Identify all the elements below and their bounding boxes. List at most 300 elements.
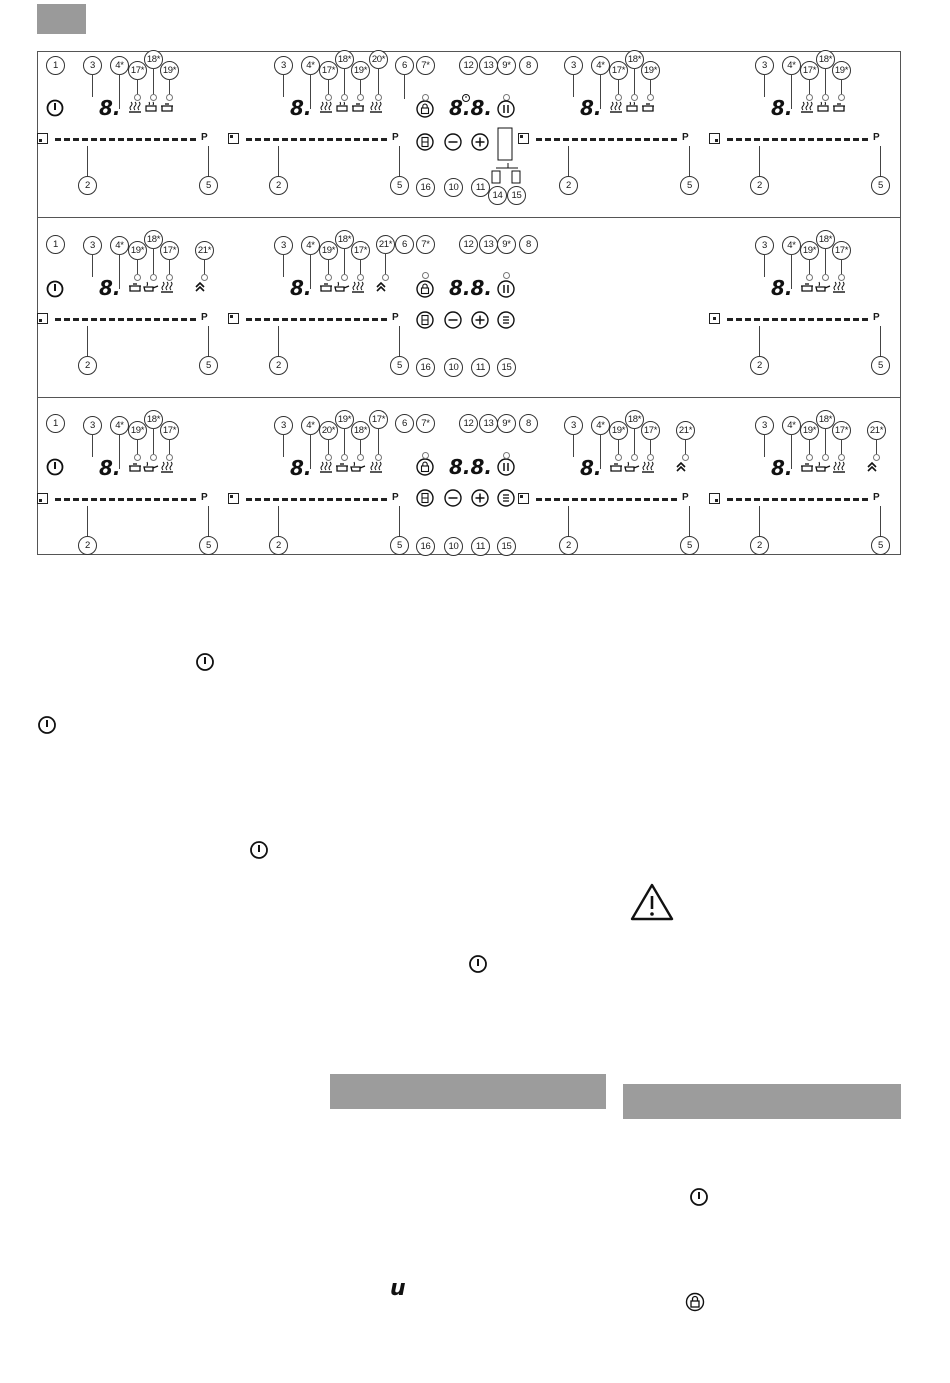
leader-line (344, 68, 345, 94)
minus-icon (443, 132, 463, 152)
leader-line (764, 254, 765, 277)
leader-line (169, 259, 170, 274)
section-heading-bar (330, 1074, 606, 1109)
callout-n15: 15 (497, 537, 516, 556)
warm-icon (640, 459, 660, 479)
callout-n18: 18* (335, 50, 354, 69)
power-icon (468, 954, 488, 974)
power-slider (727, 138, 869, 141)
leader-line (876, 439, 877, 454)
leader-line (385, 253, 386, 274)
pot-icon (831, 99, 851, 119)
warm-icon (159, 459, 179, 479)
callout-n19: 19* (800, 421, 819, 440)
callout-n18: 18* (816, 50, 835, 69)
power-slider (246, 498, 388, 501)
callout-n18: 18* (816, 410, 835, 429)
power-slider (55, 498, 197, 501)
segment-display: 8. (290, 96, 312, 120)
segment-display: 8. (771, 96, 793, 120)
callout-n1: 1 (46, 414, 65, 433)
leader-line (685, 439, 686, 454)
segment-display: 8. (580, 456, 602, 480)
callout-n1: 1 (46, 235, 65, 254)
warm-icon (831, 279, 851, 299)
plus-icon (470, 488, 490, 508)
leader-line (310, 254, 311, 289)
panel-divider (37, 397, 901, 398)
boost-icon (866, 459, 886, 479)
leader-line (573, 434, 574, 457)
leader-line (153, 428, 154, 454)
callout-n18: 18* (625, 50, 644, 69)
leader-line (283, 254, 284, 277)
page-corner-block (37, 4, 86, 34)
u-display-symbol: u (390, 1276, 406, 1301)
callout-n5: 5 (871, 176, 890, 195)
callout-n12: 12 (459, 235, 478, 254)
leader-line (360, 79, 361, 94)
leader-line (399, 146, 400, 176)
callout-n8: 8 (519, 235, 538, 254)
fry-icon (350, 459, 370, 479)
list-icon (496, 310, 516, 330)
zone-dot (230, 495, 233, 498)
callout-n9: 9* (497, 235, 516, 254)
callout-n5: 5 (390, 176, 409, 195)
zone-dot (520, 135, 523, 138)
lock-icon (415, 457, 435, 477)
bridge-icon (415, 132, 435, 152)
callout-n2: 2 (750, 536, 769, 555)
callout-n8: 8 (519, 414, 538, 433)
callout-n2: 2 (750, 176, 769, 195)
leader-line (169, 439, 170, 454)
leader-line (404, 74, 405, 99)
callout-n11: 11 (471, 178, 490, 197)
leader-line (809, 439, 810, 454)
indicator-led (503, 452, 510, 459)
callout-n17: 17* (351, 241, 370, 260)
callout-n1: 1 (46, 56, 65, 75)
power-icon (45, 457, 65, 477)
leader-line (618, 79, 619, 94)
section-heading-bar (623, 1084, 901, 1119)
callout-n19: 19* (641, 61, 660, 80)
callout-n19: 19* (609, 421, 628, 440)
callout-n3: 3 (755, 236, 774, 255)
pot-icon (159, 99, 179, 119)
power-level-p-label: P (873, 312, 880, 323)
power-slider (536, 498, 678, 501)
callout-n5: 5 (871, 356, 890, 375)
callout-n3: 3 (755, 416, 774, 435)
callout-n18: 18* (144, 50, 163, 69)
power-slider (55, 318, 197, 321)
zone-position-icon (228, 493, 239, 504)
power-level-p-label: P (201, 132, 208, 143)
callout-n2: 2 (750, 356, 769, 375)
callout-n3: 3 (564, 416, 583, 435)
callout-n4: 4* (782, 56, 801, 75)
leader-line (634, 68, 635, 94)
warm-icon (368, 99, 388, 119)
bridge-icon (415, 488, 435, 508)
callout-n17: 17* (609, 61, 628, 80)
callout-n21: 21* (376, 235, 395, 254)
leader-line (328, 259, 329, 274)
power-level-p-label: P (873, 132, 880, 143)
callout-n13: 13 (479, 414, 498, 433)
zone-dot (715, 499, 718, 502)
leader-line (880, 326, 881, 356)
callout-n5: 5 (199, 176, 218, 195)
zone-position-icon (228, 133, 239, 144)
leader-line (137, 439, 138, 454)
power-level-p-label: P (682, 132, 689, 143)
leader-line (568, 506, 569, 536)
callout-n2: 2 (269, 356, 288, 375)
leader-line (360, 259, 361, 274)
leader-line (92, 74, 93, 97)
zone-position-icon (709, 313, 720, 324)
leader-line (119, 254, 120, 289)
leader-line (153, 68, 154, 94)
leader-line (87, 506, 88, 536)
zone-dot (39, 139, 42, 142)
callout-n5: 5 (199, 356, 218, 375)
leader-line (650, 439, 651, 454)
pot-icon (350, 99, 370, 119)
leader-line (119, 434, 120, 469)
callout-n5: 5 (390, 536, 409, 555)
leader-line (169, 79, 170, 94)
callout-n18: 18* (816, 230, 835, 249)
callout-n4: 4* (301, 236, 320, 255)
callout-n4: 4* (591, 416, 610, 435)
leader-line (825, 68, 826, 94)
callout-n3: 3 (274, 236, 293, 255)
segment-display: 8. (99, 276, 121, 300)
warm-icon (159, 279, 179, 299)
callout-n4: 4* (591, 56, 610, 75)
callout-n17: 17* (160, 241, 179, 260)
callout-n12: 12 (459, 56, 478, 75)
callout-n13: 13 (479, 235, 498, 254)
callout-n18: 18* (144, 410, 163, 429)
warm-icon (831, 459, 851, 479)
lock-icon (685, 1292, 705, 1312)
segment-display: 8. (290, 456, 312, 480)
leader-line (328, 79, 329, 94)
leader-line (573, 74, 574, 97)
leader-line (809, 79, 810, 94)
callout-n4: 4* (301, 416, 320, 435)
leader-line (841, 259, 842, 274)
leader-line (634, 428, 635, 454)
power-slider (246, 138, 388, 141)
callout-n4: 4* (301, 56, 320, 75)
leader-line (600, 74, 601, 109)
zone-dot (715, 139, 718, 142)
callout-n3: 3 (274, 416, 293, 435)
callout-n18: 18* (625, 410, 644, 429)
callout-n5: 5 (390, 356, 409, 375)
segment-display: 8.8. (449, 276, 493, 300)
callout-n18: 18* (351, 421, 370, 440)
leader-line (137, 259, 138, 274)
leader-line (208, 326, 209, 356)
plus-icon (470, 132, 490, 152)
callout-n7: 7* (416, 235, 435, 254)
segment-display: 8. (290, 276, 312, 300)
power-icon (45, 98, 65, 118)
zone-dot (39, 499, 42, 502)
callout-n2: 2 (559, 176, 578, 195)
leader-line (360, 439, 361, 454)
power-icon (195, 652, 215, 672)
power-icon (37, 715, 57, 735)
callout-n15: 15 (497, 358, 516, 377)
leader-line (344, 428, 345, 454)
power-slider (727, 318, 869, 321)
leader-line (650, 79, 651, 94)
callout-n4: 4* (110, 236, 129, 255)
zone-position-icon (37, 313, 48, 324)
pause-icon (496, 99, 516, 119)
leader-line (378, 428, 379, 454)
leader-line (310, 434, 311, 469)
callout-n2: 2 (269, 176, 288, 195)
timer-icon (461, 93, 471, 103)
leader-line (791, 74, 792, 109)
callout-n17: 17* (800, 61, 819, 80)
leader-line (278, 506, 279, 536)
power-level-p-label: P (201, 492, 208, 503)
list-icon (496, 488, 516, 508)
callout-n17: 17* (128, 61, 147, 80)
zone-dot (39, 319, 42, 322)
power-level-p-label: P (873, 492, 880, 503)
callout-n10: 10 (444, 358, 463, 377)
zone-position-icon (709, 493, 720, 504)
leader-line (841, 79, 842, 94)
callout-n19: 19* (128, 241, 147, 260)
zone-bridge-frame (497, 127, 513, 161)
leader-line (759, 506, 760, 536)
callout-n21: 21* (195, 241, 214, 260)
callout-n4: 4* (782, 416, 801, 435)
leader-line (825, 428, 826, 454)
leader-line (399, 506, 400, 536)
callout-n20: 20* (369, 50, 388, 69)
zone-dot (230, 135, 233, 138)
callout-n17: 17* (369, 410, 388, 429)
pot-icon (640, 99, 660, 119)
callout-n6: 6 (395, 414, 414, 433)
warm-icon (350, 279, 370, 299)
zone-dot (230, 315, 233, 318)
callout-n18: 18* (144, 230, 163, 249)
panel-divider (37, 217, 901, 218)
callout-n4: 4* (782, 236, 801, 255)
callout-n2: 2 (78, 536, 97, 555)
leader-line (137, 79, 138, 94)
callout-n3: 3 (83, 56, 102, 75)
callout-n8: 8 (519, 56, 538, 75)
leader-line (689, 146, 690, 176)
segment-display: 8. (99, 456, 121, 480)
zone-position-icon (228, 313, 239, 324)
power-icon (689, 1187, 709, 1207)
segment-display: 8. (99, 96, 121, 120)
callout-n17: 17* (641, 421, 660, 440)
power-slider (55, 138, 197, 141)
callout-n16: 16 (416, 358, 435, 377)
power-icon (249, 840, 269, 860)
leader-line (204, 259, 205, 274)
leader-line (92, 254, 93, 277)
leader-line (689, 506, 690, 536)
leader-line (208, 146, 209, 176)
callout-n19: 19* (800, 241, 819, 260)
leader-line (87, 146, 88, 176)
leader-line (759, 326, 760, 356)
callout-n3: 3 (83, 416, 102, 435)
pause-icon (496, 279, 516, 299)
callout-n5: 5 (199, 536, 218, 555)
callout-n4: 4* (110, 56, 129, 75)
minus-icon (443, 310, 463, 330)
segment-display: 8. (580, 96, 602, 120)
callout-n19: 19* (160, 61, 179, 80)
lock-icon (415, 279, 435, 299)
minus-icon (443, 488, 463, 508)
callout-n5: 5 (680, 536, 699, 555)
callout-n21: 21* (676, 421, 695, 440)
callout-n19: 19* (351, 61, 370, 80)
power-slider (727, 498, 869, 501)
callout-n13: 13 (479, 56, 498, 75)
callout-n16: 16 (416, 178, 435, 197)
callout-n2: 2 (269, 536, 288, 555)
boost-icon (675, 459, 695, 479)
indicator-led (422, 272, 429, 279)
power-level-p-label: P (392, 312, 399, 323)
power-level-p-label: P (392, 492, 399, 503)
leader-line (153, 248, 154, 274)
leader-line (618, 439, 619, 454)
warning-icon (630, 882, 674, 922)
callout-n17: 17* (319, 61, 338, 80)
zone-position-icon (518, 493, 529, 504)
zone-position-icon (37, 133, 48, 144)
leader-line (809, 259, 810, 274)
leader-line (310, 74, 311, 109)
leader-line (328, 439, 329, 454)
callout-n6: 6 (395, 235, 414, 254)
callout-n11: 11 (471, 358, 490, 377)
power-icon (45, 279, 65, 299)
zone-dot (713, 317, 716, 320)
callout-n17: 17* (160, 421, 179, 440)
leader-line (119, 74, 120, 109)
callout-n9: 9* (497, 56, 516, 75)
callout-n3: 3 (564, 56, 583, 75)
leader-line (791, 434, 792, 469)
plus-icon (470, 310, 490, 330)
zone-position-icon (37, 493, 48, 504)
callout-n16: 16 (416, 537, 435, 556)
indicator-led (422, 94, 429, 101)
segment-display: 8.8. (449, 455, 493, 479)
callout-n14: 14 (488, 186, 507, 205)
leader-line (92, 434, 93, 457)
indicator-led (503, 272, 510, 279)
zone-position-icon (709, 133, 720, 144)
power-level-p-label: P (392, 132, 399, 143)
callout-n7: 7* (416, 56, 435, 75)
leader-line (764, 434, 765, 457)
boost-icon (375, 279, 395, 299)
segment-display: 8.8. (449, 96, 493, 120)
segment-display: 8. (771, 276, 793, 300)
pause-icon (496, 457, 516, 477)
leader-line (87, 326, 88, 356)
warm-icon (368, 459, 388, 479)
zone-dot (520, 495, 523, 498)
callout-n10: 10 (444, 178, 463, 197)
callout-n17: 17* (832, 241, 851, 260)
callout-n6: 6 (395, 56, 414, 75)
boost-icon (194, 279, 214, 299)
callout-n18: 18* (335, 230, 354, 249)
leader-line (399, 326, 400, 356)
callout-n19: 19* (832, 61, 851, 80)
leader-line (278, 146, 279, 176)
leader-line (600, 434, 601, 469)
callout-n17: 17* (832, 421, 851, 440)
leader-line (880, 146, 881, 176)
callout-n2: 2 (78, 356, 97, 375)
callout-n19: 19* (319, 241, 338, 260)
leader-line (378, 68, 379, 94)
callout-n4: 4* (110, 416, 129, 435)
leader-line (568, 146, 569, 176)
leader-line (764, 74, 765, 97)
callout-n15: 15 (507, 186, 526, 205)
power-slider (246, 318, 388, 321)
lock-icon (415, 99, 435, 119)
callout-n10: 10 (444, 537, 463, 556)
zone-position-icon (518, 133, 529, 144)
callout-n11: 11 (471, 537, 490, 556)
callout-n3: 3 (755, 56, 774, 75)
leader-line (208, 506, 209, 536)
callout-n5: 5 (680, 176, 699, 195)
callout-n2: 2 (559, 536, 578, 555)
leader-line (759, 146, 760, 176)
leader-line (283, 74, 284, 97)
callout-n7: 7* (416, 414, 435, 433)
segment-display: 8. (771, 456, 793, 480)
callout-n19: 19* (335, 410, 354, 429)
callout-n2: 2 (78, 176, 97, 195)
power-slider (536, 138, 678, 141)
power-level-p-label: P (201, 312, 208, 323)
callout-n12: 12 (459, 414, 478, 433)
callout-n19: 19* (128, 421, 147, 440)
